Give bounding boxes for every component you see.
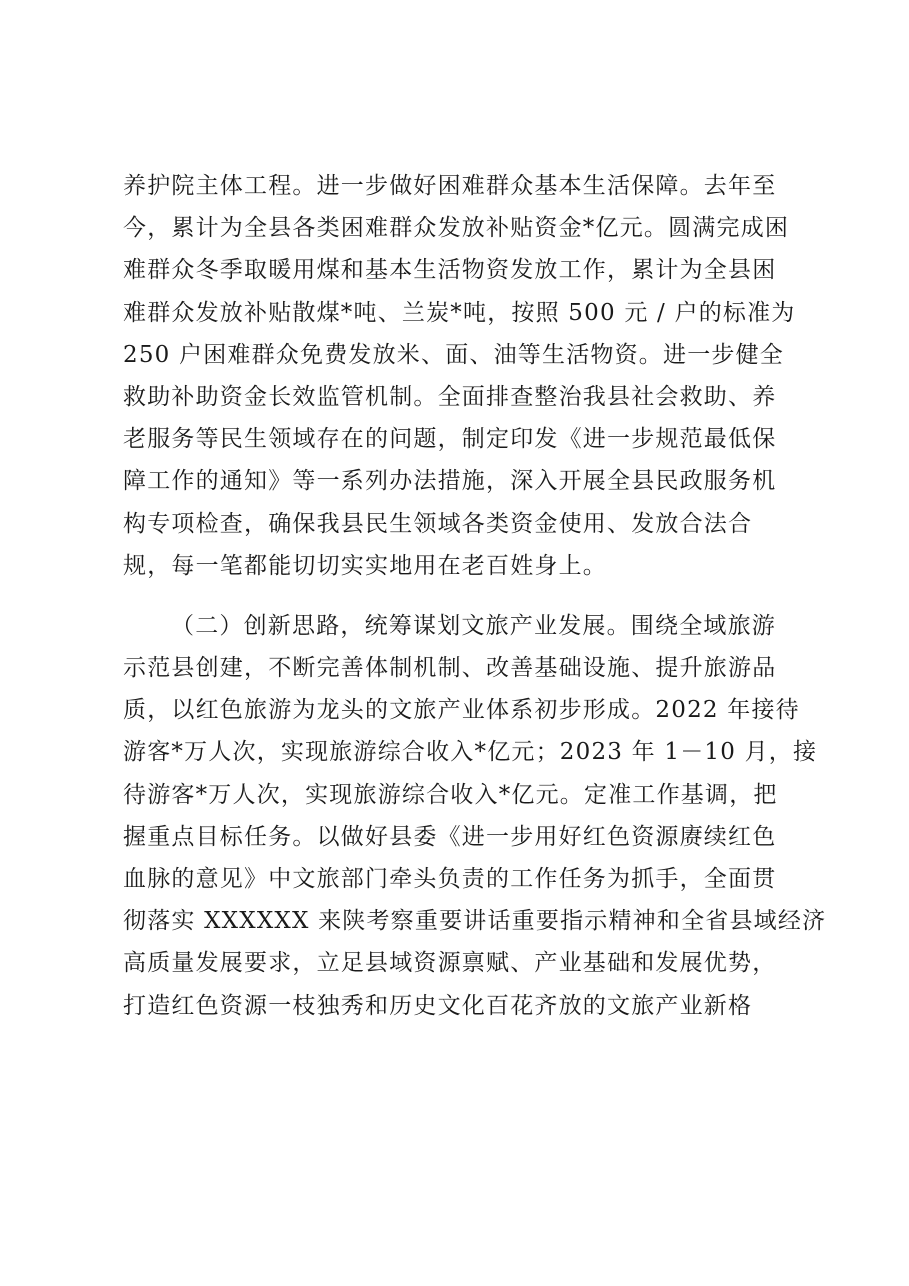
paragraph-line: 难群众冬季取暖用煤和基本生活物资发放工作，累计为全县困 (123, 257, 777, 284)
paragraph-line: 握重点目标任务。以做好县委《进一步用好红色资源赓续红色 (123, 823, 777, 850)
paragraph-line: 彻落实 XXXXXX 来陕考察重要讲话重要指示精神和全省县域经济 (123, 908, 827, 935)
paragraph-line: 老服务等民生领域存在的问题，制定印发《进一步规范最低保 (123, 426, 777, 453)
paragraph-line: 难群众发放补贴散煤*吨、兰炭*吨，按照 500 元 / 户的标准为 (123, 299, 796, 326)
paragraph-line: 游客*万人次，实现旅游综合收入*亿元；2023 年 1－10 月，接 (123, 739, 818, 766)
paragraph-livelihood-support (123, 165, 803, 587)
section-heading-line: （二）创新思路，统筹谋划文旅产业发展。围绕全域旅游 (171, 612, 776, 639)
paragraph-line: 高质量发展要求，立足县域资源禀赋、产业基础和发展优势， (123, 950, 777, 977)
paragraph-line: 打造红色资源一枝独秀和历史文化百花齐放的文旅产业新格 (123, 992, 753, 1019)
paragraph-line: 质，以红色旅游为龙头的文旅产业体系初步形成。2022 年接待 (123, 697, 800, 724)
paragraph-line: 250 户困难群众免费发放米、面、油等生活物资。进一步健全 (123, 341, 785, 368)
paragraph-line: 构专项检查，确保我县民生领域各类资金使用、发放合法合 (123, 510, 753, 537)
paragraph-line: 今，累计为全县各类困难群众发放补贴资金*亿元。圆满完成困 (123, 215, 790, 242)
paragraph-line: 规，每一笔都能切切实实地用在老百姓身上。 (123, 552, 607, 579)
paragraph-spacer (123, 587, 803, 605)
paragraph-line: 障工作的通知》等一系列办法措施，深入开展全县民政服务机 (123, 468, 777, 495)
document-body (123, 165, 827, 1027)
paragraph-line: 养护院主体工程。进一步做好困难群众基本生活保障。去年至 (123, 173, 777, 199)
paragraph-line: 待游客*万人次，实现旅游综合收入*亿元。定准工作基调，把 (123, 781, 778, 808)
paragraph-line: 救助补助资金长效监管机制。全面排查整治我县社会救助、养 (123, 383, 777, 410)
paragraph-culture-tourism (123, 605, 827, 1027)
paragraph-line: 血脉的意见》中文旅部门牵头负责的工作任务为抓手，全面贯 (123, 866, 777, 892)
paragraph-line: 示范县创建，不断完善体制机制、改善基础设施、提升旅游品 (123, 655, 777, 682)
